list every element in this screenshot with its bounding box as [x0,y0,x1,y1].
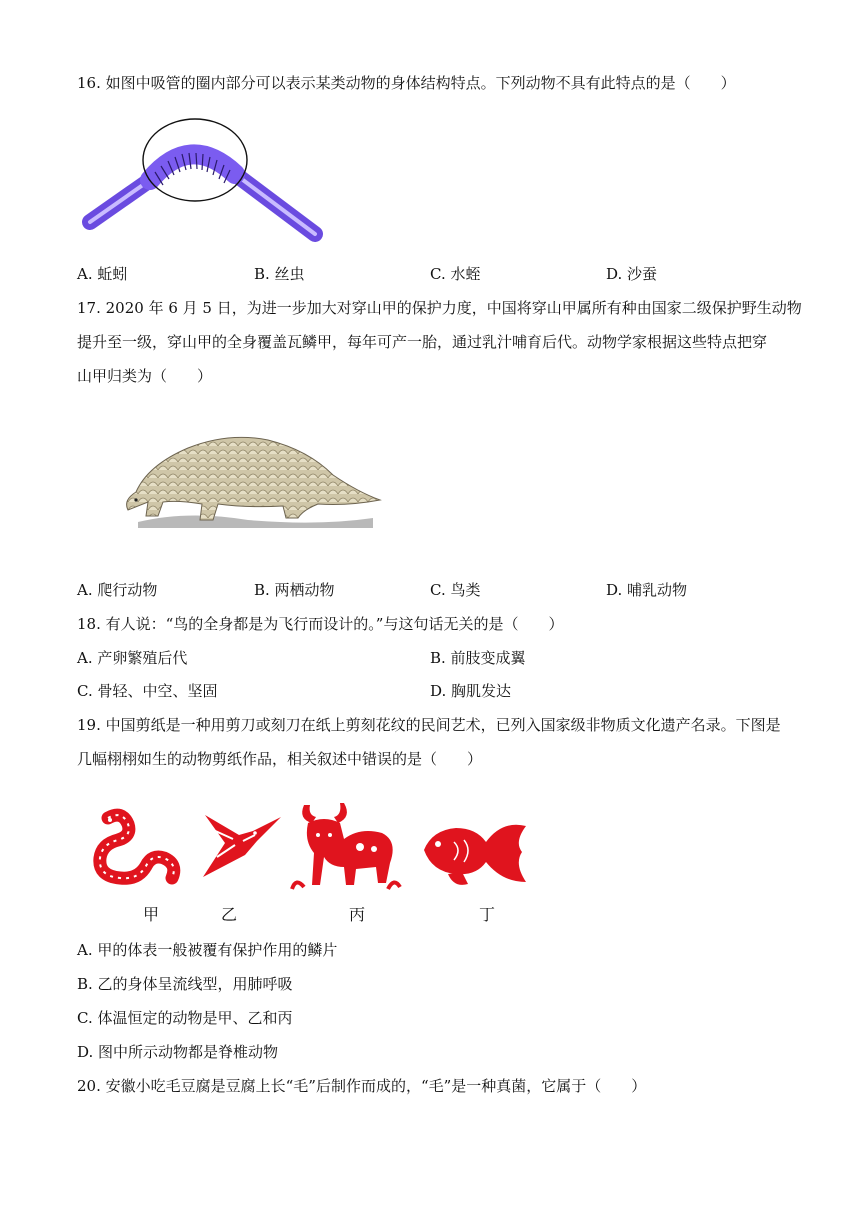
q18-option-b[interactable]: B. 前肢变成翼 [430,649,526,667]
q17-option-c[interactable]: C. 鸟类 [430,581,481,599]
q17-option-b[interactable]: B. 两栖动物 [254,581,335,599]
q19-option-b[interactable]: B. 乙的身体呈流线型，用肺呼吸 [77,975,293,993]
q16-option-a[interactable]: A. 蚯蚓 [77,265,128,283]
question-17-stem-line-2: 提升至一级，穿山甲的全身覆盖瓦鳞甲，每年可产一胎，通过乳汁哺育后代。动物学家根据这些特点把穿 [77,333,768,351]
question-20-stem: 20. 安徽小吃毛豆腐是豆腐上长“毛”后制作而成的，“毛”是一种真菌，它属于（ ） [77,1077,647,1095]
papercut-goldfish [418,812,530,892]
caption-yi: 乙 [221,905,238,924]
question-17-stem-line-1: 17. 2020 年 6 月 5 日，为进一步加大对穿山甲的保护力度，中国将穿山甲属所有种由国家二级保护野生动物 [77,299,802,317]
q19-option-c[interactable]: C. 体温恒定的动物是甲、乙和丙 [77,1009,293,1027]
question-16-stem: 16. 如图中吸管的圈内部分可以表示某类动物的身体结构特点。下列动物不具有此特点的是（ ） [77,74,736,92]
question-19-stem-line-1: 19. 中国剪纸是一种用剪刀或刻刀在纸上剪刻花纹的民间艺术，已列入国家级非物质文化遗产名录。下图是 [77,716,781,734]
q16-option-b[interactable]: B. 丝虫 [254,265,305,283]
caption-ding: 丁 [479,905,496,924]
papercut-snake [88,808,180,888]
pangolin-photo [118,430,383,528]
q18-option-c[interactable]: C. 骨轻、中空、坚固 [77,682,218,700]
question-17-stem-line-3: 山甲归类为（ ） [77,367,213,385]
q17-option-d[interactable]: D. 哺乳动物 [606,581,688,599]
q18-option-d[interactable]: D. 胸肌发达 [430,682,512,700]
question-18-stem: 18. 有人说：“鸟的全身都是为飞行而设计的。”与这句话无关的是（ ） [77,615,564,633]
q16-option-c[interactable]: C. 水蛭 [430,265,481,283]
papercut-ox [290,797,402,897]
q16-option-d[interactable]: D. 沙蚕 [606,265,658,283]
caption-bing: 丙 [349,905,366,924]
papercut-bird [195,805,285,885]
q19-option-a[interactable]: A. 甲的体表一般被覆有保护作用的鳞片 [77,941,338,959]
bent-straw-figure [85,112,325,247]
q19-option-d[interactable]: D. 图中所示动物都是脊椎动物 [77,1043,279,1061]
question-19-stem-line-2: 几幅栩栩如生的动物剪纸作品，相关叙述中错误的是（ ） [77,750,483,768]
caption-jia: 甲 [143,905,160,924]
q18-option-a[interactable]: A. 产卵繁殖后代 [77,649,188,667]
q17-option-a[interactable]: A. 爬行动物 [77,581,158,599]
